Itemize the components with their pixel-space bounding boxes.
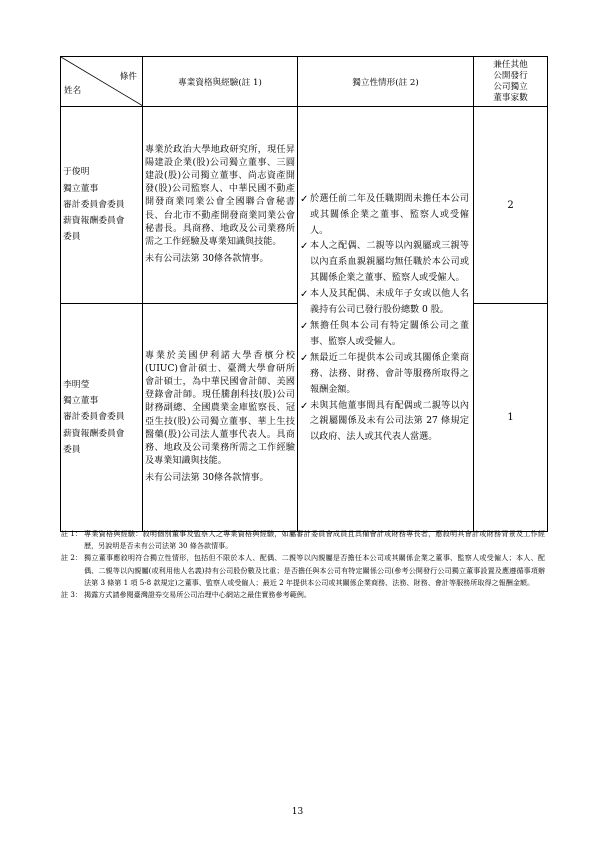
header-independence: 獨立性情形(註 2) xyxy=(298,57,474,107)
checkmark-icon: ✓ xyxy=(300,289,309,301)
list-item: ✓ 未與其他董事間具有配偶或二親等以內之親屬關係及未有公司法第 27 條規定以政府、法人或其代表人當選。 xyxy=(300,399,469,447)
page-number: 13 xyxy=(291,807,304,817)
header-qualification: 專業資格與經驗(註 1) xyxy=(143,57,298,107)
checkmark-icon: ✓ xyxy=(300,193,309,205)
list-item: ✓ 無最近二年提供本公司或其關係企業商務、法務、財務、會計等服務所取得之報酬金額。 xyxy=(300,351,469,399)
checkmark-icon: ✓ xyxy=(300,400,309,412)
list-item: ✓ 於選任前二年及任職期間未擔任本公司或其關係企業之董事、監察人或受僱人。 xyxy=(300,192,469,240)
list-item: ✓ 無擔任與本公司有特定關係公司之董事、監察人或受僱人。 xyxy=(300,319,469,351)
footnote: 註 1： 專業資格與經驗：敘明個別董事及監察人之專業資格與經驗，如屬審計委員會成員且具備會計或財務專長者，應敘明其會計或財務背景及工作經歷，另說明是否未有公司法第 30 條各款情事。 xyxy=(61,529,545,551)
header-other-boards: 兼任其他 公開發行 公司獨立 董事家數 xyxy=(474,57,548,107)
other-boards-count: 2 xyxy=(474,107,548,304)
footnotes xyxy=(61,528,545,601)
header-condition-name-cell xyxy=(61,57,143,107)
independence-cell xyxy=(298,107,474,532)
checkmark-icon: ✓ xyxy=(300,352,309,364)
director-name-cell: 于俊明 獨立董事 審計委員會委員 薪資報酬委員會 委員 xyxy=(61,107,143,304)
footnote: 註 2： 獨立董事應敘明符合獨立性情形，包括但不限於本人、配偶、二親等以內親屬是否擔任本公司或其關係企業之董事、監察人或受僱人；本人、配偶、二親等以內親屬(或利用他人名義)持有公司股份數及比重；是否擔任與本公司有特定關係公司(參考公開發行公司獨立董事設置及應遵循事項辦法第 3 條第 1 項 5-8 款規定)之董事、監察人或受僱人；最近 2 年提供本公司或其關係企業商務、法務、財務、會計等服務所取得之報酬金額。 xyxy=(61,553,545,587)
header-name-label: 姓名 xyxy=(64,86,82,96)
list-item: ✓ 本人及其配偶、未成年子女或以他人名義持有公司已發行股份總數 0 股。 xyxy=(300,287,469,319)
checkmark-icon: ✓ xyxy=(300,241,309,253)
header-condition-label: 條件 xyxy=(119,72,137,82)
footnote: 註 3： 揭露方式請參閱臺灣證券交易所公司治理中心網站之最佳實務參考範例。 xyxy=(61,590,311,600)
director-qualification-table xyxy=(60,56,548,532)
qualification-cell: 專業於政治大學地政研究所，現任昇陽建設企業(股)公司獨立董事、三圓建設(股)公司獨立董事、尚志資產開發(股)公司監察人、中華民國不動產開發商業同業公會全國聯合會秘書長、台北市不動產開發商業同業公會秘書長。具商務、地政及公司業務所需之工作經驗及專業知識與技能。 未有公司法第 30條各款情事。 xyxy=(143,107,298,304)
checkmark-icon: ✓ xyxy=(300,321,309,332)
table-row xyxy=(61,107,548,304)
other-boards-count: 1 xyxy=(474,304,548,532)
qualification-cell: 專業於美國伊利諾大學香檳分校(UIUC)會計碩士、臺灣大學會研所會計碩士，為中華民國會計師、美國登錄會計師。現任騰創科技(股)公司財務副總、全國農業金庫監察長、冠亞生技(股)公司獨立董事、華上生技醫藥(股)公司法人董事代表人。具商務、地政及公司業務所需之工作經驗及專業知識與技能。 未有公司法第 30條各款情事。 xyxy=(143,304,298,532)
list-item: ✓ 本人之配偶、二親等以內親屬或三親等以內直系血親親屬均無任職於本公司或其關係企業之董事、監察人或受僱人。 xyxy=(300,239,469,287)
director-name-cell: 李明瑩 獨立董事 審計委員會委員 薪資報酬委員會 委員 xyxy=(61,304,143,532)
